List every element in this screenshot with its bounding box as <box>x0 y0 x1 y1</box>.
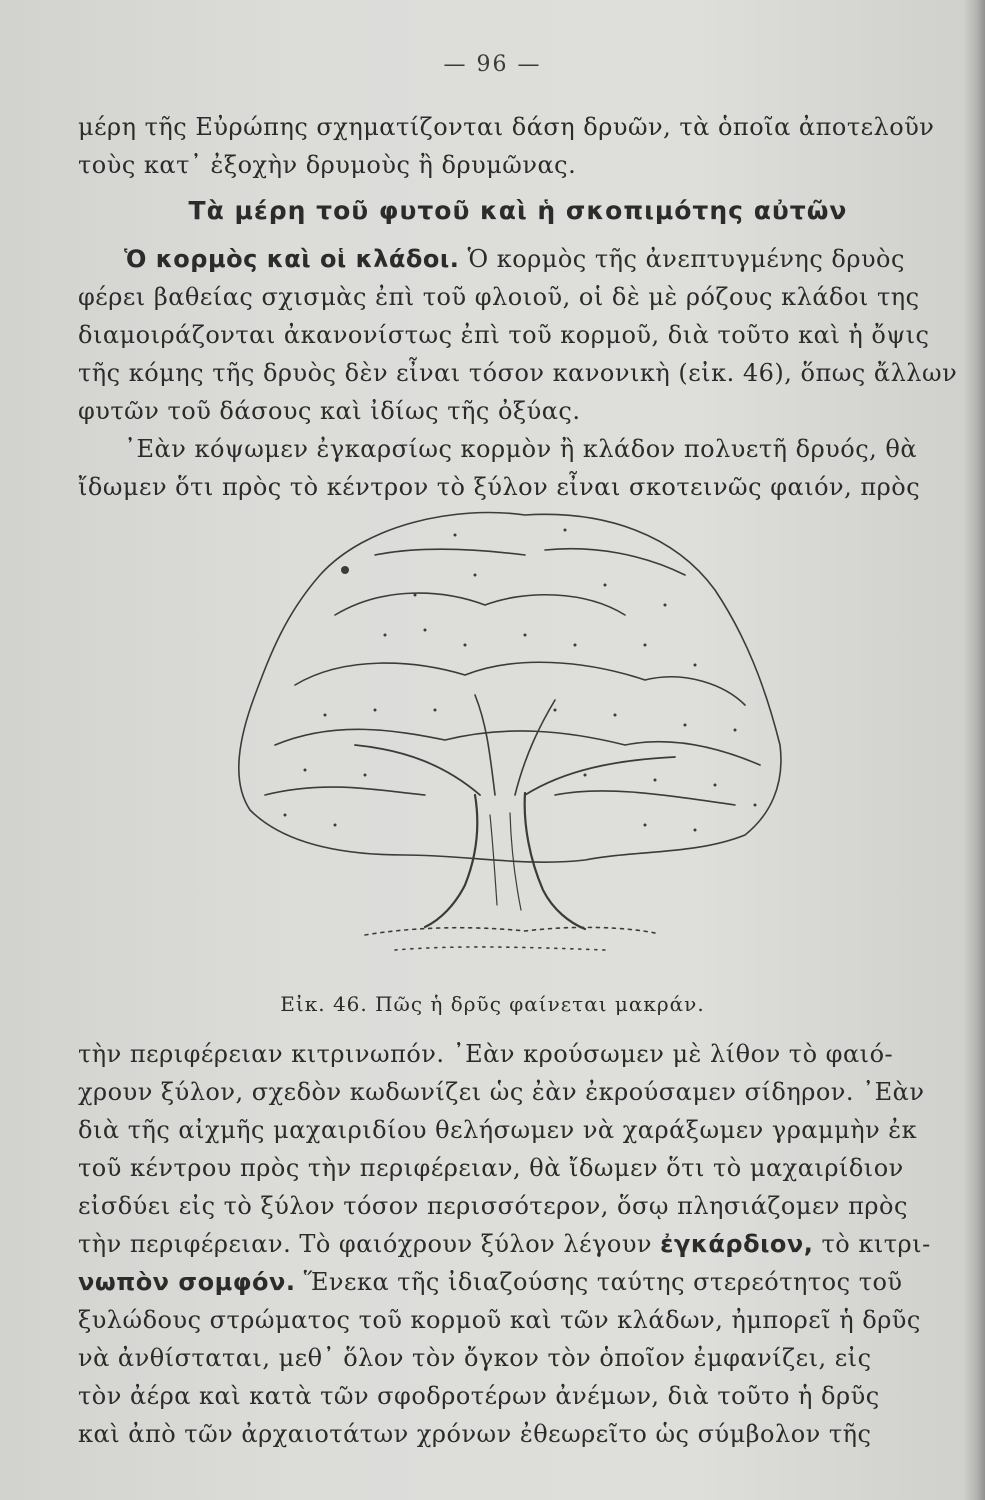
text-line: διὰ τῆς αἰχμῆς μαχαιριδίου θελήσωμεν νὰ χαράξωμεν γραμμὴν ἐκ <box>78 1116 918 1144</box>
figure-caption: Εἰκ. 46. Πῶς ἡ δρῦς φαίνεται μακράν. <box>280 992 705 1016</box>
term-sapwood: νωπὸν σομφόν. <box>78 1268 296 1296</box>
page-number: — 96 — <box>443 52 542 77</box>
text-line: τοὺς κατ᾿ ἐξοχὴν δρυμοὺς ἢ δρυμῶνας. <box>78 151 577 179</box>
text-line: εἰσδύει εἰς τὸ ξύλον τόσον περισσότερον, ὅσῳ πλησιάζομεν πρὸς <box>78 1192 908 1220</box>
text-line: νὰ ἀνθίσταται, μεθ᾿ ὅλον τὸν ὄγκον τὸν ὁποῖον ἐμφανίζει, εἰς <box>78 1344 872 1372</box>
paragraph-subheading: Ὁ κορμὸς καὶ οἱ κλάδοι. <box>124 245 460 273</box>
text-line <box>78 240 958 278</box>
text-line: χρουν ξύλον, σχεδὸν κωδωνίζει ὡς ἐὰν ἐκρούσαμεν σίδηρον. ᾿Εὰν <box>78 1078 925 1106</box>
text-line: καὶ ἀπὸ τῶν ἀρχαιοτάτων χρόνων ἐθεωρεῖτο ὡς σύμβολον τῆς <box>78 1420 872 1448</box>
text-line <box>78 1225 958 1263</box>
oak-tree-illustration <box>225 495 785 985</box>
text-line: μέρη τῆς Εὐρώπης σχηματίζονται δάση δρυῶν, τὰ ὁποῖα ἀποτελοῦν <box>78 113 935 141</box>
text-line: φέρει βαθείας σχισμὰς ἐπὶ τοῦ φλοιοῦ, οἱ δὲ μὲ ρόζους κλάδοι της <box>78 283 920 311</box>
text-line: τοῦ κέντρου πρὸς τὴν περιφέρειαν, θὰ ἴδωμεν ὅτι τὸ μαχαιρίδιον <box>78 1154 904 1182</box>
text-line <box>78 1263 958 1301</box>
text-line: τῆς κόμης τῆς δρυὸς δὲν εἶναι τόσον κανονικὴ (εἰκ. 46), ὅπως ἄλλων <box>78 359 958 387</box>
text-span: τὴν περιφέρειαν. Τὸ φαιόχρουν ξύλον λέγουν <box>78 1230 661 1258</box>
section-heading: Τὰ μέρη τοῦ φυτοῦ καὶ ἡ σκοπιμότης αὐτῶν <box>188 196 848 225</box>
section-heading-wrap <box>78 196 958 225</box>
text-span: τὸ κιτρι- <box>813 1230 931 1258</box>
text-line: διαμοιράζονται ἀκανονίστως ἐπὶ τοῦ κορμοῦ, διὰ τοῦτο καὶ ἡ ὄψις <box>78 321 930 349</box>
text-line: τὸν ἀέρα καὶ κατὰ τῶν σφοδροτέρων ἀνέμων, διὰ τοῦτο ἡ δρῦς <box>78 1382 880 1410</box>
intro-paragraph <box>78 108 958 184</box>
term-heartwood: ἐγκάρδιον, <box>660 1230 814 1258</box>
text-span: Ἕνεκα τῆς ἰδιαζούσης ταύτης στερεότητος τοῦ <box>295 1268 903 1296</box>
paragraph-trunk-branches <box>78 240 958 430</box>
paragraph-wood-properties <box>78 1035 958 1453</box>
text-line: τὴν περιφέρειαν κιτρινωπόν. ᾿Εὰν κρούσωμεν μὲ λίθον τὸ φαιό- <box>78 1040 894 1068</box>
text-line: ᾿Εὰν κόψωμεν ἐγκαρσίως κορμὸν ἢ κλάδον πολυετῆ δρυός, θὰ <box>124 435 918 463</box>
text-line: ἴδωμεν ὅτι πρὸς τὸ κέντρον τὸ ξύλον εἶναι σκοτεινῶς φαιόν, πρὸς <box>78 473 921 501</box>
text-line: ξυλώδους στρώματος τοῦ κορμοῦ καὶ τῶν κλάδων, ἠμπορεῖ ἡ δρῦς <box>78 1306 921 1334</box>
text-line: φυτῶν τοῦ δάσους καὶ ἰδίως τῆς ὀξύας. <box>78 397 581 425</box>
page-edge-shadow <box>963 0 985 1500</box>
text-span: Ὁ κορμὸς τῆς ἀνεπτυγμένης δρυὸς <box>459 245 905 273</box>
